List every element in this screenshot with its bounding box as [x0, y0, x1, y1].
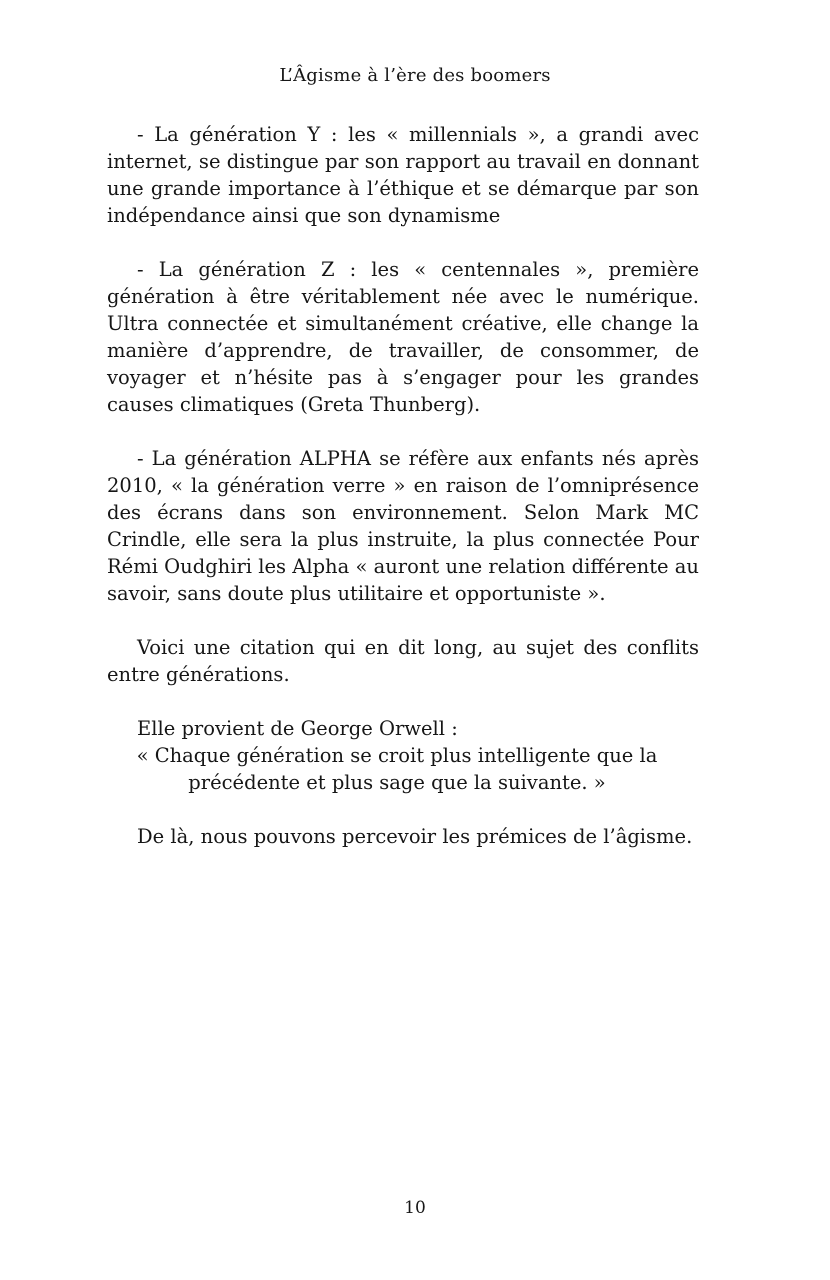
paragraph-generation-z: - La génération Z : les « centennales », première génération à être véritablement née avec le numérique. Ultra connectée et simultanément créative, elle change la manière d’apprendre, de travailler, de consommer, de voyager et n’hésite pas à s’engager pour les grandes causes climatiques (Greta Thunberg).	[107, 258, 699, 416]
closing-sentence: De là, nous pouvons percevoir les prémices de l’âgisme.	[137, 825, 693, 848]
paragraph-generation-alpha: - La génération ALPHA se réfère aux enfants nés après 2010, « la génération verre » en raison de l’omniprésence des écrans dans son environnement. Selon Mark MC Crindle, elle sera la plus instruite, la plus connectée Pour Rémi Oudghiri les Alpha « auront une relation différente au savoir, sans doute plus utilitaire et opportuniste ».	[107, 447, 699, 605]
quote-source: Elle provient de George Orwell :	[137, 717, 458, 740]
page-number: 10	[404, 1198, 426, 1218]
running-header-title: L’Âgisme à l’ère des boomers	[279, 65, 551, 86]
orwell-quote: « Chaque génération se croit plus intelligente que la précédente et plus sage que la suivante. »	[136, 744, 658, 794]
paragraph-generation-y: - La génération Y : les « millennials », a grandi avec internet, se distingue par son rapport au travail en donnant une grande importance à l’éthique et se démarque par son indépendance ainsi que son dynamisme	[107, 123, 699, 227]
page-body	[107, 121, 699, 850]
paragraph-quote-intro: Voici une citation qui en dit long, au sujet des conflits entre générations.	[107, 636, 699, 686]
